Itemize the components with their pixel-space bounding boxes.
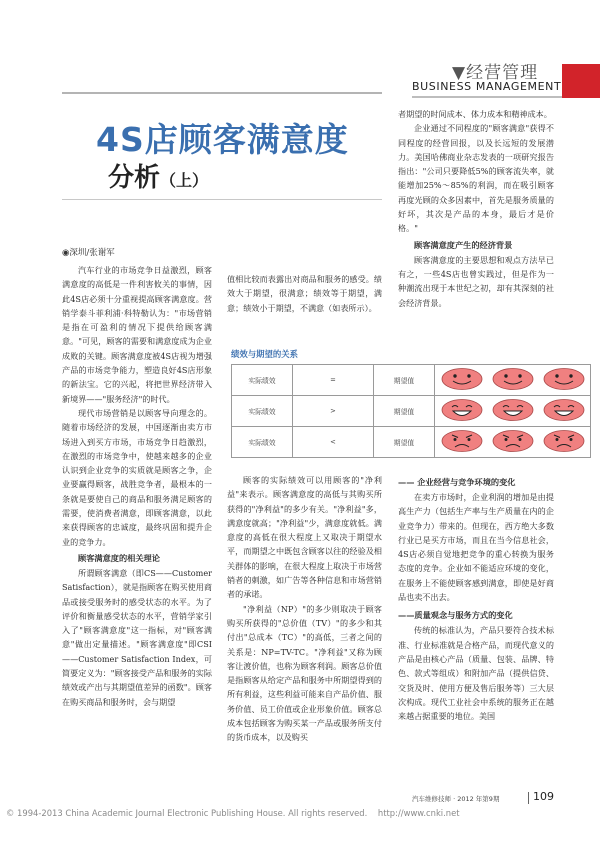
table-row xyxy=(232,365,591,396)
col2-top-para: 值相比较而表露出对商品和服务的感受。绩效大于期望，很满意；绩效等于期望，满意；绩效小于期望，不满意（如表所示）。 xyxy=(227,274,382,313)
table-cell-left: 实际绩效 xyxy=(232,396,293,427)
col1-heading: 顾客满意度的相关理论 xyxy=(78,552,160,563)
header-category: ▼经营管理 xyxy=(452,63,539,83)
angry-faces-icon xyxy=(438,429,588,453)
title-rule xyxy=(62,199,382,200)
col3-para-1: 企业通过不同程度的"顾客满意"获得不同程度的经营回报，以及长远短的发展潜力。美国哈佛商业杂志发表的一项研究报告指出："公司只要降低5%的顾客流失率，就能增加25%～85%的利润，而在吸引顾客再度光顾的众多因素中，首先是服务质量的好坏，其次是产品的本身，最后才是价格。" xyxy=(398,123,554,234)
col3-heading-2: —— 企业经营与竞争环境的变化 xyxy=(398,477,516,487)
table-cell-left: 实际绩效 xyxy=(232,365,293,396)
laugh-faces-icon xyxy=(438,398,588,422)
col1-para-1: 汽车行业的市场竞争日益激烈，顾客满意度的高低是一件利害攸关的事情，因此4S店必须十分重视提高顾客满意度。营销学泰斗菲利浦·科特勒认为："市场营销是指在可盈利的情况下提供给顾客满意。"可见，顾客的需要和满意度成为企业成败的关键。顾客满意度被4S店视为增强产品的市场竞争能力，塑造良好4S店形象的新法宝。它的兴起，将把世界经济带入新境界——"服务经济"的时代。 xyxy=(62,265,212,404)
column-3-bottom xyxy=(398,473,554,723)
header-rule xyxy=(62,92,382,94)
table-title: 绩效与期望的关系 xyxy=(231,349,298,359)
table-cell-right: 期望值 xyxy=(374,396,435,427)
title-main: 分析 xyxy=(108,163,161,193)
article-title-line2 xyxy=(108,157,208,194)
col3-top-para: 者期望的时间成本、体力成本和精神成本。 xyxy=(398,109,552,119)
table-row xyxy=(232,396,591,427)
column-2-bottom xyxy=(227,473,382,745)
author-line: ◉深圳/张谢军 xyxy=(62,248,115,258)
table-cell-faces xyxy=(435,365,591,396)
column-3-top xyxy=(398,107,554,310)
col3-para-4: 传统的标准认为，产品只要符合技术标准、行业标准就是合格产品，而现代意义的产品是由核心产品（质量、包装、品牌、特色、款式等组成）和附加产品（提供信贷、交货及时、使用方便及售后服务等）三大层次构成。现代工业社会中系统的服务正在越来越占据重要的地位。美国 xyxy=(398,625,554,722)
footer-journal: 汽车维修技师 · 2012 年第9期 xyxy=(412,795,500,803)
col3-para-3: 在卖方市场时，企业利润的增加是由提高生产力（包括生产率与生产质量在内的企业竞争力）带来的。但现在，西方绝大多数行业已是买方市场，而且在当今信息社会，4S店必须自觉地把竞争的重心转换为服务态度的竞争。企业如不能适应环境的变化，在服务上不能使顾客感到满意，即使是好商品也卖不出去。 xyxy=(398,492,554,603)
footer-divider xyxy=(528,792,529,804)
table-cell-right: 期望值 xyxy=(374,427,435,458)
col2-para-1: 顾客的实际绩效可以用顾客的"净利益"来表示。顾客满意度的高低与其购买所获得的"净利益"的多少有关。"净利益"多，满意度就高；"净利益"少，满意度就低。满意度的高低在很大程度上又取决于期望水平，而期望之中既包含顾客以往的经验及相关群体的影响，在很大程度上取决于市场营销者的刺激，如广告等各种信息和市场营销者的承诺。 xyxy=(227,475,382,600)
table-cell-right: 期望值 xyxy=(374,365,435,396)
column-2-top xyxy=(227,272,382,315)
title-part: （上） xyxy=(160,171,209,190)
column-1 xyxy=(62,263,212,709)
header-category-en: BUSINESS MANAGEMENT xyxy=(412,80,562,93)
col1-para-2: 现代市场营销是以顾客导向理念的。随着市场经济的发展，中国逐渐由卖方市场进入到买方市场，市场竞争日趋激烈，在激烈的市场竞争中，使越来越多的企业认识到企业竞争的实质就是顾客之争，企业要赢得顾客，战胜竞争者，最根本的一条就是要使自己的商品和服务满足顾客的需要，使消费者满意，即顾客满意，以此来获得顾客的忠诚度，最终巩固和提升企业的竞争力。 xyxy=(62,407,212,547)
header-rule-right xyxy=(412,96,562,98)
col3-heading-3: ——质量观念与服务方式的变化 xyxy=(398,610,513,621)
col2-para-2: "净利益（NP）"的多少则取决于顾客购买所获得的"总价值（TV）"的多少和其付出"总成本（TC）"的高低，三者之间的关系是：NP=TV-TC。"净利益"又称为顾客让渡价值，也称为顾客利润。顾客总价值是指顾客从给定产品和服务中所期望得到的所有利益，这些利益可能来自产品价值、服务价值、员工价值或企业形象价值。顾客总成本包括顾客为购买某一产品或服务所支付的货币成本，以及购买 xyxy=(227,603,382,743)
col3-heading-1: 顾客满意度产生的经济背景 xyxy=(414,239,513,250)
article-title: 4S店顾客满意度 xyxy=(96,120,349,159)
copyright-line: © 1994-2013 China Academic Journal Electronic Publishing House. All rights reserved. http://www.cnki.net xyxy=(6,808,460,818)
table-row xyxy=(232,427,591,458)
table-cell-left: 实际绩效 xyxy=(232,427,293,458)
table-cell-op: > xyxy=(293,396,374,427)
smile-faces-icon xyxy=(438,367,588,391)
table-cell-op: = xyxy=(293,365,374,396)
table-cell-faces xyxy=(435,427,591,458)
table-cell-op: < xyxy=(293,427,374,458)
col3-para-2: 顾客满意度的主要思想和观点方法早已有之，一些4S店也曾实践过，但是作为一种潮流出现于本世纪之初，却有其深刻的社会经济背景。 xyxy=(398,254,554,308)
table-cell-faces xyxy=(435,396,591,427)
performance-table xyxy=(231,364,591,458)
page-number: 109 xyxy=(533,790,554,803)
header-accent-block xyxy=(562,64,600,98)
col1-para-3: 所谓顾客满意（即CS——Customer Satisfaction），就是指顾客在购买使用商品或接受服务时的感受状态的水平。为了评价和衡量感受状态的水平，营销学家引入了"顾客满意度"这一指标，对"顾客满意"做出定量描述。"顾客满意度"即CSI——Customer Satisfaction Index，可简要定义为："顾客接受产品和服务的实际绩效或产出与其期望值差异的函数"。顾客在购买商品和服务时，会与期望 xyxy=(62,567,212,707)
